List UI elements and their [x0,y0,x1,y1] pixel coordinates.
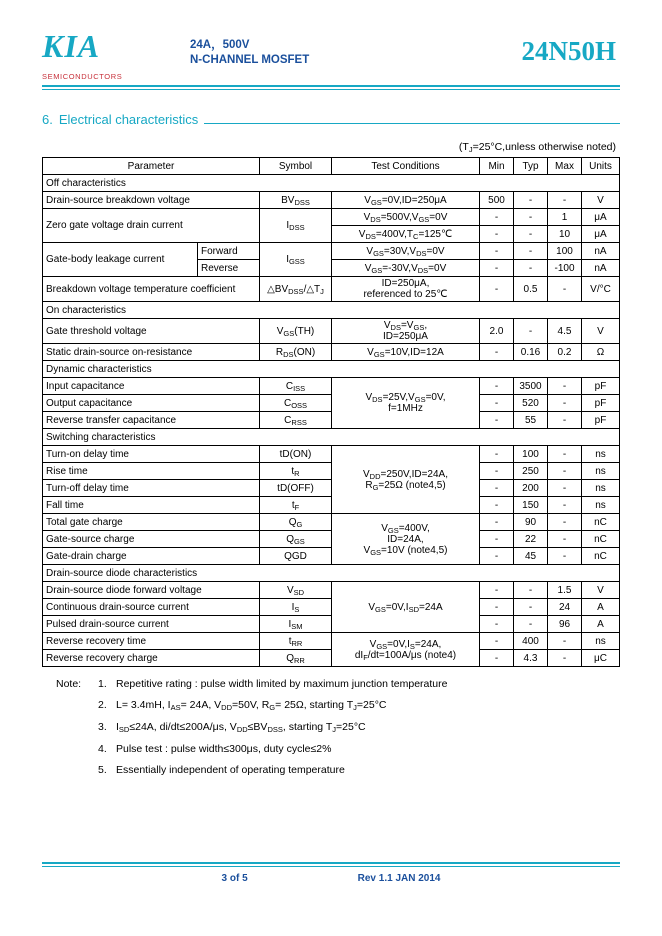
table-row [43,412,620,429]
cell-typ: 0.16 [514,344,548,361]
table-row [43,209,620,226]
table-row [43,582,620,599]
cell-test-condition: $V_{GS}=30V,V_{DS}=0V$ [332,243,480,260]
cell-max: 100 [548,243,582,260]
note-text: Pulse test : pulse width≤300μs, duty cycle≤2% [116,743,332,755]
cell-test-condition: $V_{GS}=0V,I_{SD}=24A$ [332,582,480,633]
cell-max: - [548,514,582,531]
col-max: Max [548,158,582,175]
cell-min: - [480,260,514,277]
cell-min: - [480,277,514,302]
cell-typ: - [514,582,548,599]
note-item [56,677,620,691]
cell-unit: ns [582,480,620,497]
cell-typ: - [514,319,548,344]
part-number: 24N50H [521,36,616,66]
cell-symbol: $V_{SD}$ [260,582,332,599]
cell-parameter: Turn-on delay time [43,446,260,463]
cell-typ: - [514,226,548,243]
cell-max: 1.5 [548,582,582,599]
table-row [43,616,620,633]
note-index: 2. [98,699,107,711]
cell-parameter: Continuous drain-source current [43,599,260,616]
cell-max: - [548,378,582,395]
table-group-row [43,175,620,192]
test-condition-note: ($T_J=25^\circ C,unless$ otherwise noted) [458,141,616,154]
cell-unit: pF [582,378,620,395]
table-row [43,650,620,667]
page-header [42,0,620,81]
cell-unit: nA [582,260,620,277]
cell-typ: 22 [514,531,548,548]
cell-typ: 55 [514,412,548,429]
group-title: Switching characteristics [43,429,620,446]
cell-min: - [480,582,514,599]
cell-parameter: Reverse recovery charge [43,650,260,667]
cell-typ: 0.5 [514,277,548,302]
col-typ: Typ [514,158,548,175]
cell-min: 2.0 [480,319,514,344]
cell-parameter: Total gate charge [43,514,260,531]
cell-min: - [480,531,514,548]
cell-typ: 200 [514,480,548,497]
table-row [43,497,620,514]
cell-max: - [548,480,582,497]
table-row [43,599,620,616]
cell-min: - [480,395,514,412]
note-item [56,763,620,777]
cell-parameter: Breakdown voltage temperature coefficient [43,277,260,302]
cell-min: - [480,650,514,667]
cell-unit: ns [582,497,620,514]
cell-parameter: Gate threshold voltage [43,319,260,344]
cell-parameter-sublabel: Reverse [198,260,260,277]
header-divider [42,85,620,90]
cell-parameter: Fall time [43,497,260,514]
cell-max: - [548,633,582,650]
table-row [43,378,620,395]
note-text: Repetitive rating : pulse width limited by maximum junction temperature [116,678,448,690]
header-product-spec [162,30,522,68]
cell-symbol: $I_S$ [260,599,332,616]
col-symbol: Symbol [260,158,332,175]
cell-symbol: tD(ON) [260,446,332,463]
cell-unit: ns [582,446,620,463]
cell-min: - [480,480,514,497]
cell-symbol: $I_{GSS}$ [260,243,332,277]
cell-unit: μA [582,226,620,243]
note-index: 3. [98,721,107,733]
cell-max: - [548,412,582,429]
cell-min: - [480,446,514,463]
cell-min: - [480,616,514,633]
cell-max: - [548,497,582,514]
cell-test-condition: ID=250μA, referenced to 25℃ [332,277,480,302]
cell-min: - [480,243,514,260]
cell-unit: A [582,599,620,616]
cell-typ: 45 [514,548,548,565]
page-number: 3 of 5 [221,873,248,884]
group-title: Off characteristics [43,175,620,192]
notes-block [42,677,620,777]
cell-max: 24 [548,599,582,616]
cell-typ: 90 [514,514,548,531]
cell-typ: 3500 [514,378,548,395]
cell-symbol: tD(OFF) [260,480,332,497]
cell-parameter: Gate-body leakage current [43,243,198,277]
cell-typ: - [514,616,548,633]
cell-max: - [548,446,582,463]
cell-max: 4.5 [548,319,582,344]
section-number: 6. [42,112,53,127]
table-row [43,531,620,548]
cell-unit: V [582,319,620,344]
col-test-conditions: Test Conditions [332,158,480,175]
cell-symbol: $\triangle BV_{DSS}/\triangle T_J$ [260,277,332,302]
cell-unit: μC [582,650,620,667]
cell-test-condition: $V_{DS}=V_{GS}$, ID=250μA [332,319,480,344]
cell-min: - [480,599,514,616]
cell-max: - [548,277,582,302]
cell-typ: - [514,209,548,226]
note-text: L= 3.4mH, $I_{AS}= 24A$, $V_{DD}=50V$, $R_G= 25\Omega$, starting $T_J=25^\circ C$ [116,699,387,712]
cell-max: 10 [548,226,582,243]
cell-parameter: Drain-source diode forward voltage [43,582,260,599]
cell-typ: 520 [514,395,548,412]
cell-min: - [480,633,514,650]
cell-typ: 4.3 [514,650,548,667]
cell-parameter: Output capacitance [43,395,260,412]
cell-max: -100 [548,260,582,277]
cell-test-condition: $V_{GS}=0V,I_S=24A$, $dI_F/dt=100A/\mu s$ (note4) [332,633,480,667]
cell-min: - [480,548,514,565]
cell-test-condition: $V_{GS}=0V,ID=250\mu A$ [332,192,480,209]
cell-max: - [548,650,582,667]
cell-test-condition: $V_{DS}=400V,T_C=125℃$ [332,226,480,243]
cell-parameter: Turn-off delay time [43,480,260,497]
col-min: Min [480,158,514,175]
table-row [43,395,620,412]
table-group-row [43,361,620,378]
table-row [43,277,620,302]
spec-device-type: N-CHANNEL MOSFET [190,54,310,66]
cell-symbol: $t_F$ [260,497,332,514]
table-row [43,319,620,344]
brand-logo [42,30,162,81]
revision-label: Rev 1.1 JAN 2014 [357,873,441,884]
note-index: 1. [98,678,107,690]
note-index: 4. [98,743,107,755]
note-item [56,698,620,713]
cell-test-condition: $V_{DD}=250V,ID=24A$, $R_G=25\Omega$ (note4,5) [332,446,480,514]
note-item [56,720,620,735]
cell-min: - [480,378,514,395]
cell-symbol: $Q_{GS}$ [260,531,332,548]
cell-min: - [480,344,514,361]
cell-parameter: Reverse recovery time [43,633,260,650]
col-parameter: Parameter [43,158,260,175]
cell-parameter: Input capacitance [43,378,260,395]
cell-unit: ns [582,463,620,480]
cell-max: 96 [548,616,582,633]
cell-max: 0.2 [548,344,582,361]
section-title-text: Electrical characteristics [58,112,199,127]
table-row [43,243,620,260]
cell-unit: nC [582,531,620,548]
table-row [43,514,620,531]
cell-max: - [548,548,582,565]
cell-symbol: $t_R$ [260,463,332,480]
cell-unit: Ω [582,344,620,361]
cell-parameter: Zero gate voltage drain current [43,209,260,243]
cell-unit: μA [582,209,620,226]
table-group-row [43,302,620,319]
table-row [43,633,620,650]
col-units: Units [582,158,620,175]
cell-parameter: Gate-source charge [43,531,260,548]
cell-parameter-sublabel: Forward [198,243,260,260]
cell-typ: 400 [514,633,548,650]
table-row [43,344,620,361]
cell-test-condition: $V_{DS}=500V,V_{GS}=0V$ [332,209,480,226]
note-text: $I_{SD}\le 24A$, di/dt≤200A/μs, $V_{DD}\le BV_{DSS}$, starting $T_J=25^\circ C$ [116,721,366,734]
cell-typ: - [514,260,548,277]
cell-parameter: Gate-drain charge [43,548,260,565]
cell-unit: ns [582,633,620,650]
cell-parameter: Static drain-source on-resistance [43,344,260,361]
cell-test-condition: $V_{GS}=10V,ID=12A$ [332,344,480,361]
cell-max: - [548,463,582,480]
cell-symbol: $Q_G$ [260,514,332,531]
cell-typ: - [514,243,548,260]
cell-symbol: QGD [260,548,332,565]
table-row [43,192,620,209]
cell-symbol: $R_{DS}(ON)$ [260,344,332,361]
cell-symbol: $Q_{RR}$ [260,650,332,667]
cell-min: 500 [480,192,514,209]
table-row [43,463,620,480]
section-heading [42,112,620,127]
group-title: On characteristics [43,302,620,319]
notes-label: Note: [56,678,82,690]
cell-min: - [480,412,514,429]
cell-symbol: $V_{GS}(TH)$ [260,319,332,344]
cell-parameter: Reverse transfer capacitance [43,412,260,429]
note-item [56,742,620,756]
cell-unit: nA [582,243,620,260]
note-index: 5. [98,764,107,776]
cell-symbol: $BV_{DSS}$ [260,192,332,209]
spec-current-voltage: 24A，500V [190,39,250,51]
cell-min: - [480,226,514,243]
table-row [43,446,620,463]
cell-min: - [480,209,514,226]
cell-symbol: $I_{DSS}$ [260,209,332,243]
cell-typ: 100 [514,446,548,463]
cell-unit: pF [582,395,620,412]
cell-symbol: $I_{SM}$ [260,616,332,633]
cell-unit: V [582,192,620,209]
cell-symbol: $C_{RSS}$ [260,412,332,429]
cell-typ: - [514,192,548,209]
cell-test-condition: $V_{GS}=400V$, ID=24A, $V_{GS}=10V$ (note4,5) [332,514,480,565]
note-text: Essentially independent of operating temperature [116,764,345,776]
logo-subtitle: SEMICONDUCTORS [42,72,123,81]
cell-typ: 250 [514,463,548,480]
electrical-characteristics-table [42,157,620,667]
cell-parameter: Drain-source breakdown voltage [43,192,260,209]
cell-test-condition: $V_{GS}=-30V,V_{DS}=0V$ [332,260,480,277]
table-row [43,480,620,497]
cell-unit: V/°C [582,277,620,302]
logo-text: KIA [42,28,101,64]
cell-typ: - [514,599,548,616]
cell-max: - [548,395,582,412]
cell-max: - [548,531,582,548]
cell-unit: nC [582,514,620,531]
cell-parameter: Rise time [43,463,260,480]
cell-unit: nC [582,548,620,565]
table-group-row [43,429,620,446]
cell-min: - [480,463,514,480]
cell-symbol: $t_{RR}$ [260,633,332,650]
cell-max: - [548,192,582,209]
cell-test-condition: $V_{DS}=25V,V_{GS}=0V$, f=1MHz [332,378,480,429]
page-footer [42,862,620,884]
group-title: Drain-source diode characteristics [43,565,620,582]
cell-unit: V [582,582,620,599]
table-row [43,548,620,565]
cell-unit: A [582,616,620,633]
cell-parameter: Pulsed drain-source current [43,616,260,633]
cell-symbol: $C_{OSS}$ [260,395,332,412]
table-group-row [43,565,620,582]
cell-symbol: $C_{ISS}$ [260,378,332,395]
section-underline [204,123,620,124]
cell-min: - [480,497,514,514]
group-title: Dynamic characteristics [43,361,620,378]
cell-typ: 150 [514,497,548,514]
cell-max: 1 [548,209,582,226]
cell-min: - [480,514,514,531]
cell-unit: pF [582,412,620,429]
table-header-row [43,158,620,175]
